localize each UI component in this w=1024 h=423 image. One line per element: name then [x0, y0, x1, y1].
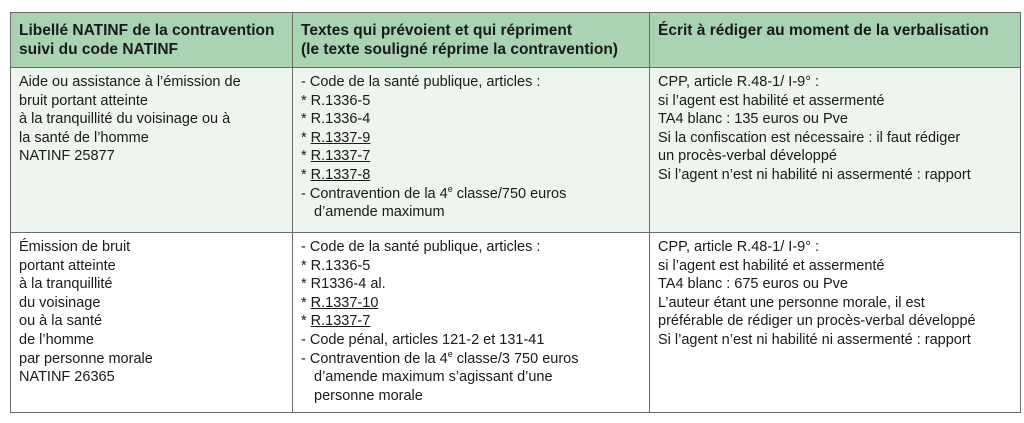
- cell-line: ou à la santé: [19, 313, 103, 330]
- cell-line: Émission de bruit: [19, 239, 131, 255]
- cell-line: du voisinage: [19, 294, 101, 311]
- cell-line: - Contravention de la 4e classe/750 euros: [301, 183, 567, 202]
- cell-line: Si la confiscation est nécessaire : il faut rédiger: [658, 129, 961, 146]
- cell-line: NATINF 26365: [19, 369, 115, 386]
- cell-line: * R1336-4 al.: [301, 276, 386, 293]
- cell-line: personne morale: [314, 387, 423, 404]
- cell-line: portant atteinte: [19, 257, 116, 274]
- table-row: [11, 233, 1021, 413]
- header-text: Libellé NATINF de la contravention: [19, 22, 275, 39]
- header-text: (le texte souligné réprime la contravention): [301, 41, 618, 58]
- header-textes: [293, 13, 650, 68]
- cell-line: si l’agent est habilité et assermenté: [658, 257, 885, 274]
- document-page: [10, 12, 1020, 413]
- cell-line: * R.1336-5: [301, 257, 371, 274]
- cell-ecrit: [650, 233, 1021, 413]
- cell-line: - Code de la santé publique, articles :: [301, 239, 541, 255]
- header-text: Écrit à rédiger au moment de la verbalisation: [658, 22, 989, 39]
- cell-libelle: [11, 68, 293, 233]
- cell-line: par personne morale: [19, 350, 153, 367]
- underlined-article: * R.1337-10: [301, 294, 379, 311]
- cell-textes: [293, 233, 650, 413]
- cell-line: - Code de la santé publique, articles :: [301, 74, 541, 90]
- cell-line: un procès-verbal développé: [658, 148, 837, 165]
- cell-line: préférable de rédiger un procès-verbal développé: [658, 313, 976, 330]
- cell-line: la santé de l’homme: [19, 129, 149, 146]
- cell-line: * R.1336-4: [301, 111, 371, 128]
- underlined-article: * R.1337-7: [301, 313, 371, 330]
- cell-line: Si l’agent n’est ni habilité ni assermenté : rapport: [658, 331, 971, 348]
- header-text: suivi du code NATINF: [19, 41, 179, 58]
- cell-line: Aide ou assistance à l’émission de: [19, 74, 241, 90]
- cell-line: TA4 blanc : 675 euros ou Pve: [658, 276, 848, 293]
- header-libelle: [11, 13, 293, 68]
- cell-ecrit: [650, 68, 1021, 233]
- contravention-table: [10, 12, 1021, 413]
- cell-line: Si l’agent n’est ni habilité ni assermenté : rapport: [658, 166, 971, 183]
- cell-line: * R.1336-5: [301, 92, 371, 109]
- cell-line: TA4 blanc : 135 euros ou Pve: [658, 111, 848, 128]
- underlined-article: * R.1337-8: [301, 166, 371, 183]
- underlined-article: * R.1337-7: [301, 148, 371, 165]
- table-header-row: [11, 13, 1021, 68]
- cell-line: bruit portant atteinte: [19, 92, 148, 109]
- cell-line: d’amende maximum: [314, 204, 445, 221]
- cell-line: NATINF 25877: [19, 148, 115, 165]
- header-text: Textes qui prévoient et qui répriment: [301, 22, 573, 39]
- cell-line: à la tranquillité: [19, 276, 113, 293]
- cell-line: si l’agent est habilité et assermenté: [658, 92, 885, 109]
- header-ecrit: [650, 13, 1021, 68]
- cell-line: - Code pénal, articles 121-2 et 131-41: [301, 331, 545, 348]
- table-row: [11, 68, 1021, 233]
- cell-line: CPP, article R.48-1/ I-9° :: [658, 74, 820, 90]
- underlined-article: * R.1337-9: [301, 129, 371, 146]
- cell-line: d’amende maximum s’agissant d’une: [314, 369, 553, 386]
- cell-libelle: [11, 233, 293, 413]
- cell-line: L’auteur étant une personne morale, il est: [658, 294, 925, 311]
- cell-line: de l’homme: [19, 331, 94, 348]
- cell-line: - Contravention de la 4e classe/3 750 euros: [301, 348, 579, 367]
- cell-line: à la tranquillité du voisinage ou à: [19, 111, 231, 128]
- cell-textes: [293, 68, 650, 233]
- cell-line: CPP, article R.48-1/ I-9° :: [658, 239, 820, 255]
